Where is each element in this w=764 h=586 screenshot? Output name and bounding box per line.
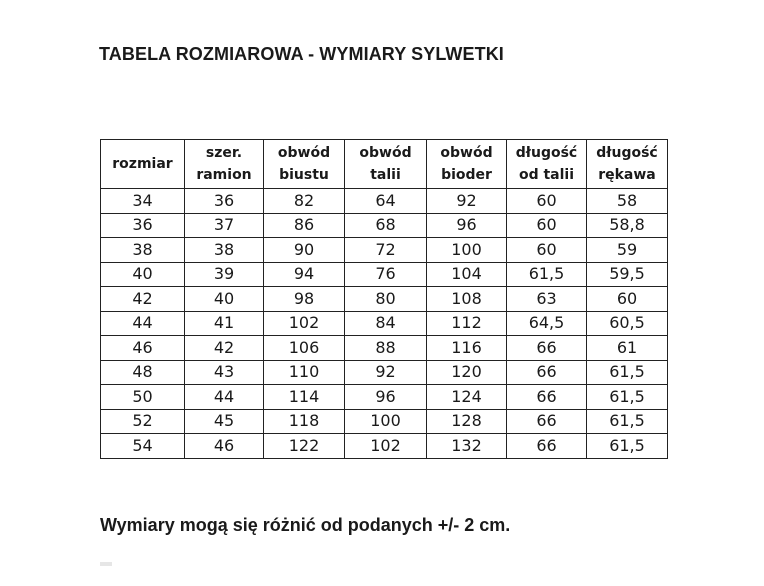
table-cell: 64	[345, 189, 427, 214]
table-cell: 60	[507, 213, 587, 238]
table-cell: 58	[587, 189, 668, 214]
column-header-label: rękawa	[598, 167, 656, 183]
table-cell: 66	[507, 336, 587, 361]
table-cell: 90	[264, 238, 345, 263]
table-row	[101, 311, 668, 336]
column-header-label: szer.	[205, 145, 243, 161]
decorative-mark	[100, 562, 112, 566]
column-header-label: od talii	[518, 167, 575, 183]
column-header	[427, 140, 507, 189]
table-cell: 43	[185, 360, 264, 385]
table-cell: 36	[101, 213, 185, 238]
table-cell: 108	[427, 287, 507, 312]
table-cell: 124	[427, 385, 507, 410]
table-cell: 92	[427, 189, 507, 214]
table-row	[101, 409, 668, 434]
column-header-label: długość	[596, 145, 658, 161]
table-cell: 114	[264, 385, 345, 410]
table-row	[101, 287, 668, 312]
table-cell: 92	[345, 360, 427, 385]
table-cell: 96	[427, 213, 507, 238]
table-cell: 132	[427, 434, 507, 459]
table-cell: 59	[587, 238, 668, 263]
table-cell: 61,5	[587, 434, 668, 459]
column-header-label: długość	[515, 145, 578, 161]
table-cell: 54	[101, 434, 185, 459]
table-cell: 46	[185, 434, 264, 459]
table-cell: 61	[587, 336, 668, 361]
table-cell: 102	[345, 434, 427, 459]
table-cell: 84	[345, 311, 427, 336]
table-cell: 102	[264, 311, 345, 336]
table-cell: 66	[507, 434, 587, 459]
column-header-label: obwód	[277, 145, 331, 161]
table-cell: 38	[101, 238, 185, 263]
column-header	[507, 140, 587, 189]
table-cell: 37	[185, 213, 264, 238]
table-cell: 116	[427, 336, 507, 361]
column-header-label: ramion	[196, 167, 252, 183]
page-title: TABELA ROZMIAROWA - WYMIARY SYLWETKI	[99, 44, 504, 64]
table-cell: 61,5	[587, 360, 668, 385]
table-row	[101, 385, 668, 410]
table-cell: 98	[264, 287, 345, 312]
table-row	[101, 336, 668, 361]
table-cell: 61,5	[587, 409, 668, 434]
table-cell: 110	[264, 360, 345, 385]
table-cell: 40	[101, 262, 185, 287]
table-cell: 72	[345, 238, 427, 263]
column-header	[264, 140, 345, 189]
table-cell: 44	[101, 311, 185, 336]
table-header-row	[101, 140, 668, 189]
table-cell: 36	[185, 189, 264, 214]
table-row	[101, 434, 668, 459]
column-header-label: biustu	[279, 167, 329, 183]
table-cell: 122	[264, 434, 345, 459]
column-header	[185, 140, 264, 189]
table-cell: 82	[264, 189, 345, 214]
table-cell: 63	[507, 287, 587, 312]
table-cell: 44	[185, 385, 264, 410]
table-cell: 42	[101, 287, 185, 312]
table-cell: 128	[427, 409, 507, 434]
table-cell: 112	[427, 311, 507, 336]
table-cell: 52	[101, 409, 185, 434]
table-body	[101, 189, 668, 459]
table-cell: 80	[345, 287, 427, 312]
table-cell: 66	[507, 360, 587, 385]
table-cell: 94	[264, 262, 345, 287]
column-header-label: rozmiar	[112, 156, 173, 172]
table-cell: 66	[507, 385, 587, 410]
table-cell: 58,8	[587, 213, 668, 238]
table-cell: 41	[185, 311, 264, 336]
table-cell: 42	[185, 336, 264, 361]
table-cell: 106	[264, 336, 345, 361]
table-cell: 39	[185, 262, 264, 287]
table-cell: 68	[345, 213, 427, 238]
table-cell: 61,5	[587, 385, 668, 410]
table-cell: 118	[264, 409, 345, 434]
column-header-label: bioder	[441, 167, 492, 183]
size-table	[100, 139, 668, 459]
table-cell: 64,5	[507, 311, 587, 336]
table-row	[101, 262, 668, 287]
table-cell: 46	[101, 336, 185, 361]
table-cell: 60	[507, 238, 587, 263]
table-cell: 96	[345, 385, 427, 410]
table-cell: 76	[345, 262, 427, 287]
column-header-label: talii	[370, 167, 401, 183]
table-cell: 61,5	[507, 262, 587, 287]
table-cell: 34	[101, 189, 185, 214]
column-header-label: obwód	[359, 145, 412, 161]
table-cell: 40	[185, 287, 264, 312]
table-row	[101, 360, 668, 385]
disclaimer-note: Wymiary mogą się różnić od podanych +/- 2 cm.	[100, 515, 511, 535]
table-cell: 104	[427, 262, 507, 287]
table-cell: 48	[101, 360, 185, 385]
column-header	[345, 140, 427, 189]
table-cell: 50	[101, 385, 185, 410]
column-header	[101, 140, 185, 189]
table-cell: 100	[427, 238, 507, 263]
table-cell: 100	[345, 409, 427, 434]
table-cell: 60	[587, 287, 668, 312]
table-cell: 120	[427, 360, 507, 385]
table-cell: 45	[185, 409, 264, 434]
table-cell: 59,5	[587, 262, 668, 287]
table-row	[101, 189, 668, 214]
table-cell: 60	[507, 189, 587, 214]
table-cell: 60,5	[587, 311, 668, 336]
table-cell: 66	[507, 409, 587, 434]
column-header	[587, 140, 668, 189]
table-row	[101, 238, 668, 263]
column-header-label: obwód	[440, 145, 493, 161]
table-cell: 86	[264, 213, 345, 238]
table-cell: 38	[185, 238, 264, 263]
table-row	[101, 213, 668, 238]
table-cell: 88	[345, 336, 427, 361]
